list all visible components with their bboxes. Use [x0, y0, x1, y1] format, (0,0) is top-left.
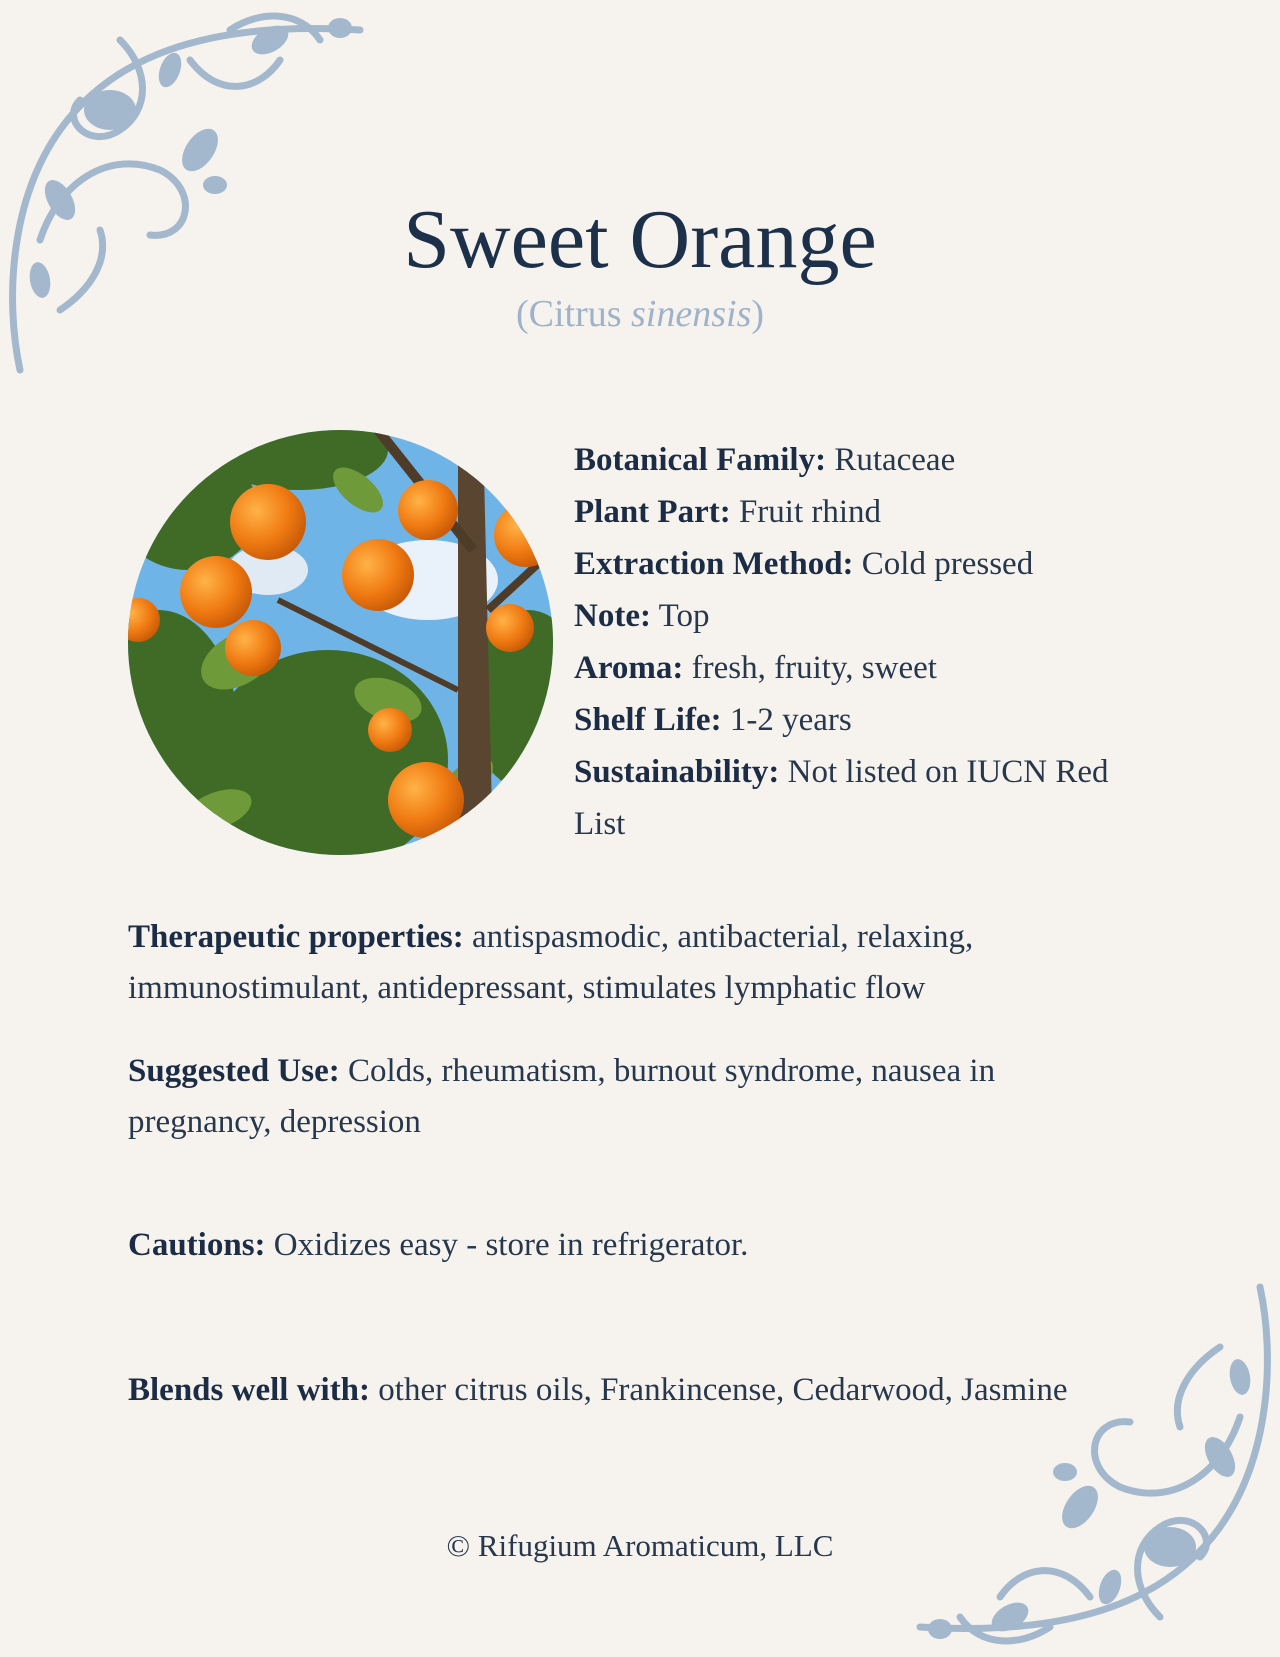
- cautions: [128, 1220, 1128, 1271]
- fact-row: [574, 746, 1134, 850]
- suggested-use-label: Suggested Use:: [128, 1053, 340, 1089]
- fact-label: Aroma:: [574, 650, 684, 686]
- fact-label: Extraction Method:: [574, 546, 854, 582]
- fact-row: [574, 694, 1134, 746]
- fact-value: Fruit rhind: [738, 494, 882, 530]
- fact-row: [574, 486, 1134, 538]
- fact-value: Top: [658, 598, 710, 634]
- fact-row: [574, 538, 1134, 590]
- blends-well-with: [128, 1365, 1128, 1416]
- cautions-value: Oxidizes easy - store in refrigerator.: [273, 1227, 749, 1263]
- page-title: Sweet Orange: [403, 193, 877, 286]
- fact-value: 1-2 years: [729, 702, 852, 738]
- fact-label: Plant Part:: [574, 494, 731, 530]
- suggested-use: [128, 1046, 1128, 1148]
- orange-tree-image: [128, 430, 553, 855]
- plant-facts: [574, 434, 1134, 850]
- fact-value: Cold pressed: [861, 546, 1034, 582]
- fact-value: Rutaceae: [834, 442, 956, 478]
- blends-value: other citrus oils, Frankincense, Cedarwood, Jasmine: [378, 1372, 1068, 1408]
- fact-row: [574, 642, 1134, 694]
- fact-label: Sustainability:: [574, 754, 780, 790]
- latin-name: (Citrus sinensis): [515, 293, 765, 335]
- fact-value: fresh, fruity, sweet: [691, 650, 937, 686]
- floral-corner-ornament-bottom-right: [890, 1267, 1280, 1657]
- therapeutic-properties: [128, 912, 1128, 1014]
- therapeutic-label: Therapeutic properties:: [128, 919, 464, 955]
- fact-value: Not listed on IUCN Red List: [574, 754, 1109, 842]
- latin-species: sinensis: [631, 293, 752, 335]
- fact-row: [574, 590, 1134, 642]
- fact-label: Note:: [574, 598, 651, 634]
- blends-label: Blends well with:: [128, 1372, 371, 1408]
- fact-label: Shelf Life:: [574, 702, 722, 738]
- suggested-use-value: Colds, rheumatism, burnout syndrome, nausea in pregnancy, depression: [128, 1053, 996, 1140]
- cautions-label: Cautions:: [128, 1227, 266, 1263]
- copyright-footer: © Rifugium Aromaticum, LLC: [446, 1528, 834, 1563]
- fact-row: [574, 434, 1134, 486]
- fact-label: Botanical Family:: [574, 442, 827, 478]
- therapeutic-value: antispasmodic, antibacterial, relaxing, immunostimulant, antidepressant, stimulates lymphatic flow: [128, 919, 974, 1006]
- latin-genus: Citrus: [528, 293, 622, 335]
